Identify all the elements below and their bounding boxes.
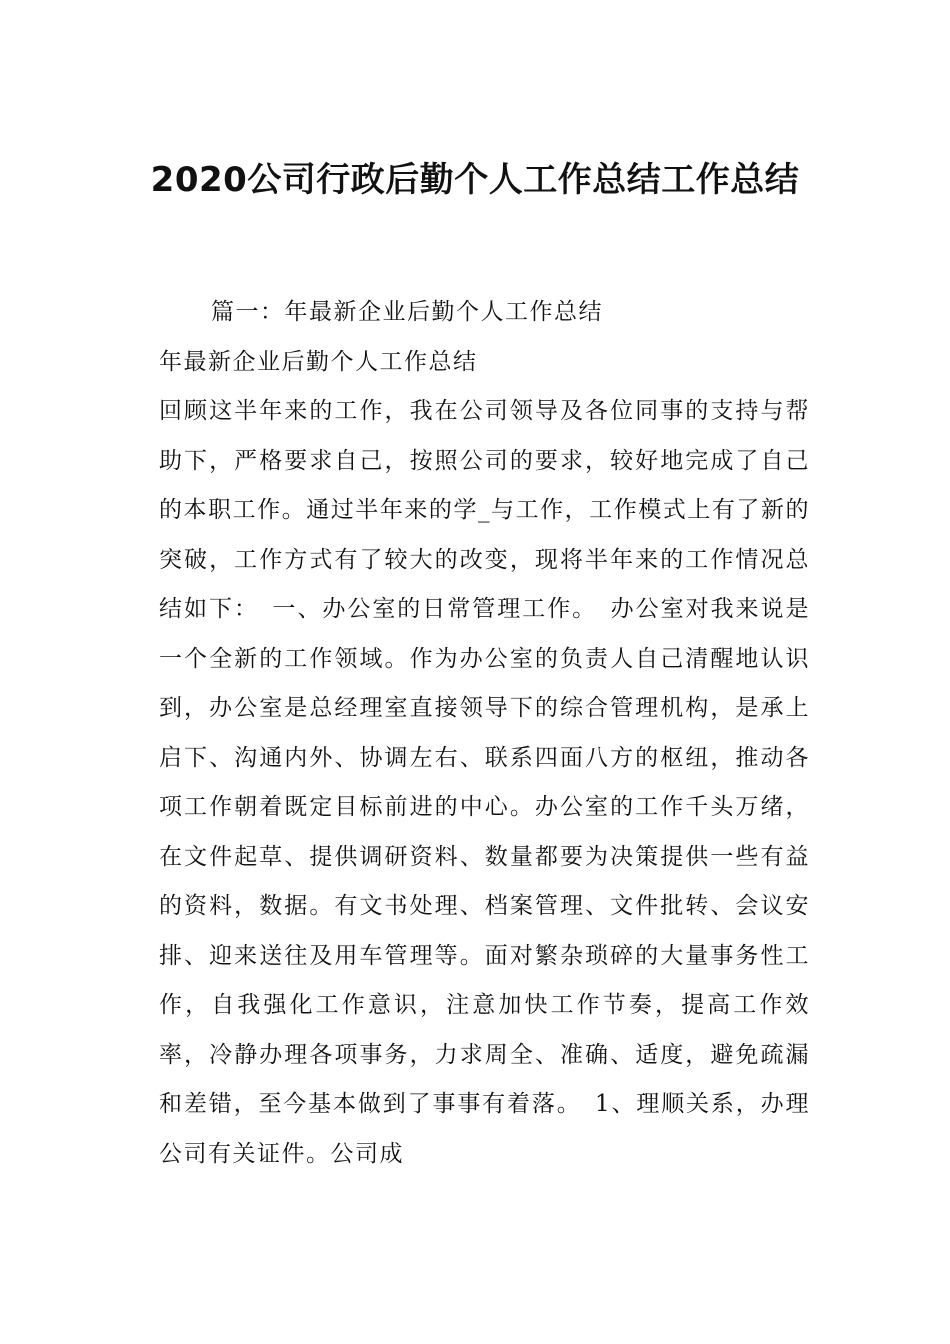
document-body	[145, 288, 810, 1179]
body-paragraph: 回顾这半年来的工作，我在公司领导及各位同事的支持与帮助下，严格要求自己，按照公司的要求，较好地完成了自己的本职工作。通过半年来的学_与工作，工作模式上有了新的突破，工作方式有了较大的改变，现将半年来的工作情况总结如下： 一、办公室的日常管理工作。 办公室对我来说是一个全新的工作领域。作为办公室的负责人自己清醒地认识到，办公室是总经理室直接领导下的综合管理机构，是承上启下、沟通内外、协调左右、联系四面八方的枢纽，推动各项工作朝着既定目标前进的中心。办公室的工作千头万绪，在文件起草、提供调研资料、数量都要为决策提供一些有益的资料，数据。有文书处理、档案管理、文件批转、会议安排、迎来送往及用车管理等。面对繁杂琐碎的大量事务性工作，自我强化工作意识，注意加快工作节奏，提高工作效率，冷静办理各项事务，力求周全、准确、适度，避免疏漏和差错，至今基本做到了事事有着落。 1、理顺关系，办理公司有关证件。公司成	[159, 398, 810, 1167]
document-title: 2020公司行政后勤个人工作总结工作总结	[150, 160, 800, 200]
chapter-heading: 篇一：年最新企业后勤个人工作总结	[211, 299, 603, 325]
sub-heading: 年最新企业后勤个人工作总结	[159, 348, 478, 375]
